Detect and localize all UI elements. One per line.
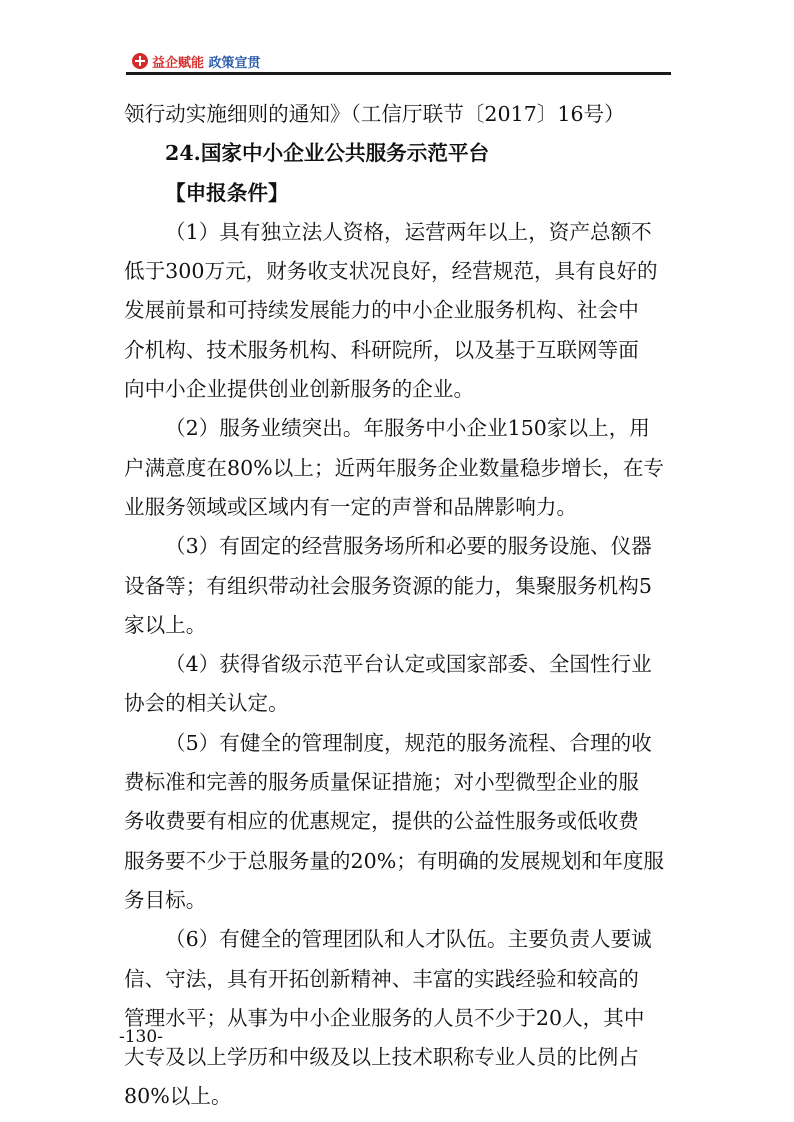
- paragraph-5: [124, 724, 674, 920]
- document-body: [124, 95, 674, 1117]
- paragraph-line: 务目标。: [124, 887, 207, 912]
- brand-text-blue: 政策宣贯: [208, 56, 261, 71]
- paragraph-line: 介机构、技术服务机构、科研院所，以及基于互联网等面: [124, 337, 639, 362]
- paragraph-line: （3）有固定的经营服务场所和必要的服务设施、仪器: [165, 534, 652, 559]
- paragraph-2: [124, 409, 674, 527]
- continuation-line: 领行动实施细则的通知》（工信厅联节〔2017〕16号）: [124, 102, 625, 126]
- paragraph-1: [124, 213, 674, 409]
- paragraph-line: （2）服务业绩突出。年服务中小企业150家以上，用: [165, 416, 650, 441]
- paragraph-line: 务收费要有相应的优惠规定，提供的公益性服务或低收费: [124, 809, 639, 834]
- page-header: [126, 49, 671, 75]
- paragraph-line: 家以上。: [124, 612, 207, 637]
- page-number: -130-: [119, 1027, 163, 1047]
- paragraph-line: 户满意度在80%以上；近两年服务企业数量稳步增长，在专: [124, 455, 665, 480]
- paragraph-3: [124, 527, 674, 645]
- paragraph-line: （4）获得省级示范平台认定或国家部委、全国性行业: [165, 652, 652, 677]
- paragraph-line: 协会的相关认定。: [124, 691, 289, 716]
- paragraph-line: 大专及以上学历和中级及以上技术职称专业人员的比例占: [124, 1045, 639, 1070]
- paragraph-line: （1）具有独立法人资格，运营两年以上，资产总额不: [165, 219, 652, 244]
- brand-logo-text: [152, 52, 261, 71]
- paragraph-line: 信、守法，具有开拓创新精神、丰富的实践经验和较高的: [124, 966, 639, 991]
- paragraph-line: （5）有健全的管理制度，规范的服务流程、合理的收: [165, 730, 652, 755]
- paragraph-4: [124, 645, 674, 724]
- subheading: 【申报条件】: [165, 180, 289, 205]
- section-title: 24.国家中小企业公共服务示范平台: [165, 141, 490, 166]
- paragraph-line: 设备等；有组织带动社会服务资源的能力，集聚服务机构5: [124, 573, 652, 598]
- brand-text-red: 益企赋能: [152, 56, 205, 71]
- paragraph-6: [124, 920, 674, 1116]
- paragraph-line: 业服务领域或区域内有一定的声誉和品牌影响力。: [124, 494, 578, 519]
- header-rule: [126, 72, 671, 75]
- paragraph-line: 低于300万元，财务收支状况良好，经营规范，具有良好的: [124, 259, 658, 284]
- paragraph-line: 服务要不少于总服务量的20%；有明确的发展规划和年度服: [124, 848, 665, 873]
- paragraph-line: 80%以上。: [124, 1084, 232, 1109]
- paragraph-line: 费标准和完善的服务质量保证措施；对小型微型企业的服: [124, 770, 639, 795]
- paragraph-line: （6）有健全的管理团队和人才队伍。主要负责人要诚: [165, 927, 652, 952]
- circle-cross-logo-icon: [132, 53, 148, 69]
- paragraph-line: 发展前景和可持续发展能力的中小企业服务机构、社会中: [124, 298, 639, 323]
- paragraph-line: 向中小企业提供创业创新服务的企业。: [124, 377, 475, 402]
- paragraph-line: 管理水平；从事为中小企业服务的人员不少于20人，其中: [124, 1005, 645, 1030]
